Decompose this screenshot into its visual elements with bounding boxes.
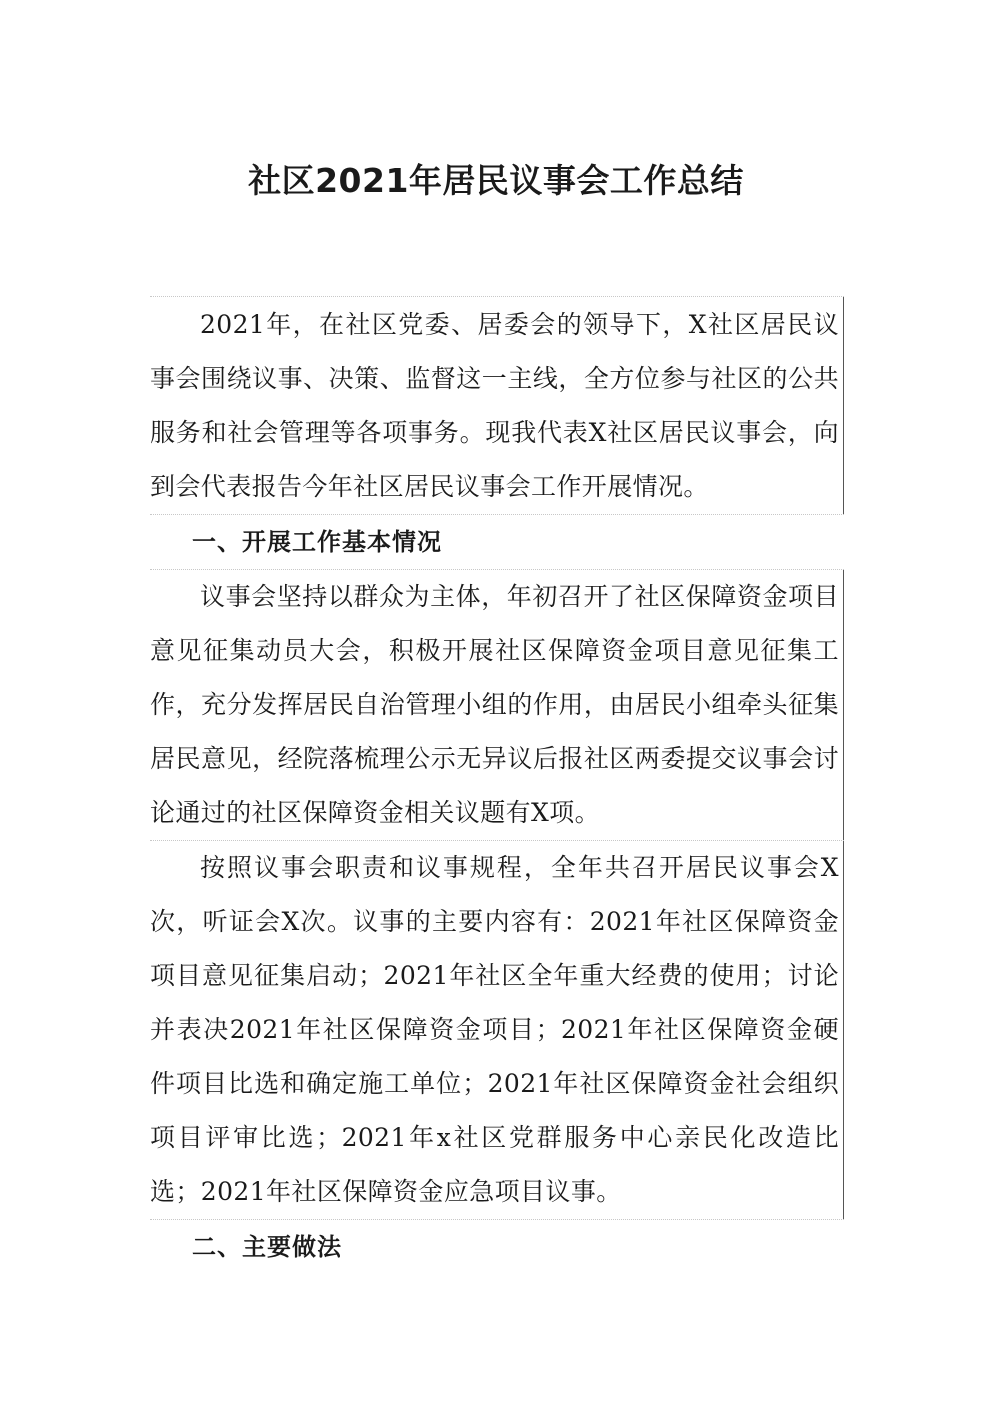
section-1-heading: 一、开展工作基本情况 <box>192 528 442 556</box>
section-1-block-1 <box>150 569 844 841</box>
document-title: 社区2021年居民议事会工作总结 <box>248 161 744 200</box>
section-1-paragraph-2: 按照议事会职责和议事规程，全年共召开居民议事会X次，听证会X次。议事的主要内容有：2021年社区保障资金项目意见征集启动；2021年社区全年重大经费的使用；讨论并表决2021年社区保障资金项目；2021年社区保障资金硬件项目比选和确定施工单位；2021年社区保障资金社会组织项目评审比选；2021年x社区党群服务中心亲民化改造比选；2021年社区保障资金应急项目议事。 <box>150 841 844 1219</box>
section-2-heading: 二、主要做法 <box>192 1233 342 1261</box>
document-body <box>150 296 844 1274</box>
intro-block <box>150 296 844 515</box>
intro-paragraph: 2021年，在社区党委、居委会的领导下，X社区居民议事会围绕议事、决策、监督这一主线，全方位参与社区的公共服务和社会管理等各项事务。现我代表X社区居民议事会，向到会代表报告今年社区居民议事会工作开展情况。 <box>150 297 844 514</box>
section-1-paragraph-1: 议事会坚持以群众为主体，年初召开了社区保障资金项目意见征集动员大会，积极开展社区保障资金项目意见征集工作，充分发挥居民自治管理小组的作用，由居民小组牵头征集居民意见，经院落梳理公示无异议后报社区两委提交议事会讨论通过的社区保障资金相关议题有X项。 <box>150 570 844 840</box>
section-1-block-2 <box>150 841 844 1220</box>
